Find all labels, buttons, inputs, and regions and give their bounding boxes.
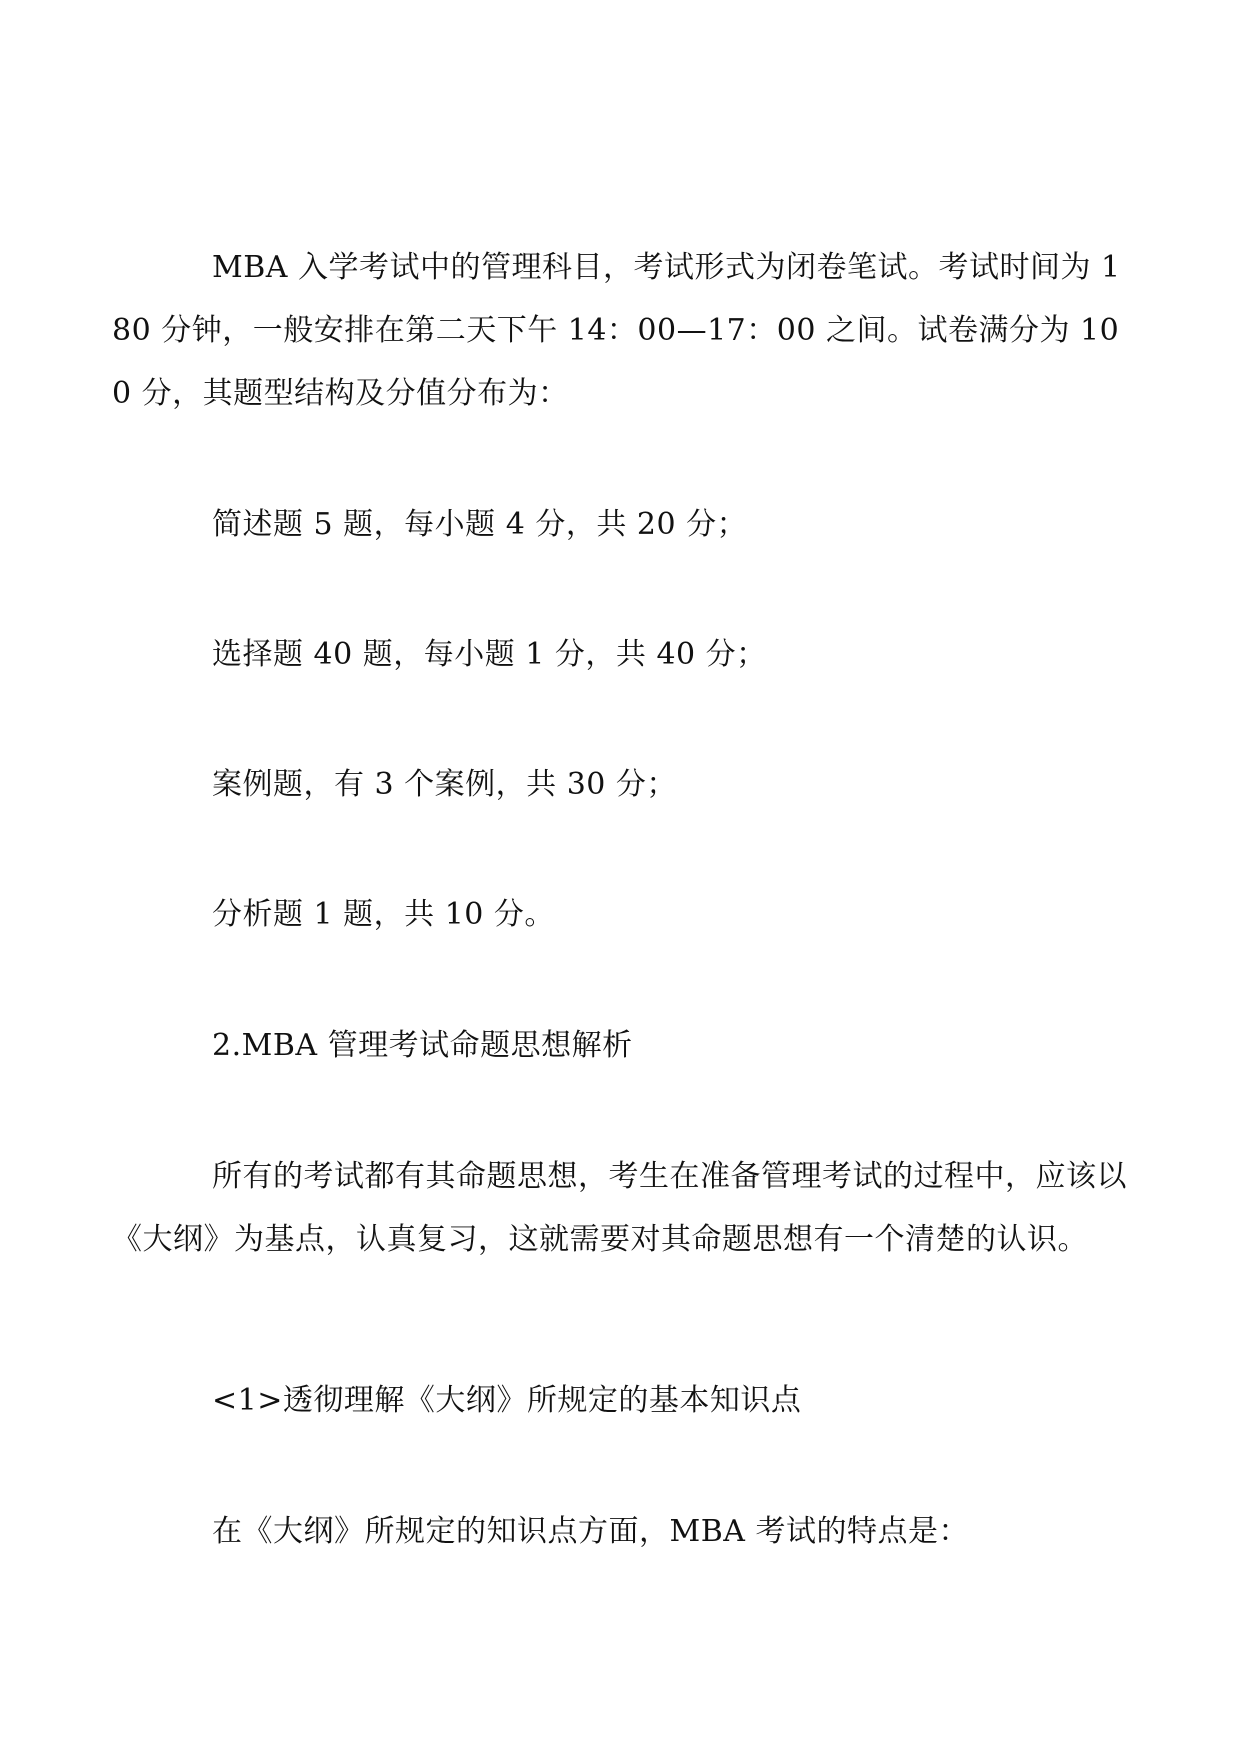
paragraph-exam-format: MBA 入学考试中的管理科目，考试形式为闭卷笔试。考试时间为 180 分钟，一般安排在第二天下午 14：00—17：00 之间。试卷满分为 100 分，其题型结构及分值分布为： [112, 250, 1121, 411]
paragraph-knowledge-points: 在《大纲》所规定的知识点方面，MBA 考试的特点是： [212, 1514, 969, 1549]
paragraph-short-answer: 简述题 5 题，每小题 4 分，共 20 分； [212, 507, 748, 542]
paragraph-case-study: 案例题，有 3 个案例，共 30 分； [212, 767, 677, 802]
section-heading: 2.MBA 管理考试命题思想解析 [212, 1028, 633, 1063]
paragraph-multiple-choice: 选择题 40 题，每小题 1 分，共 40 分； [212, 637, 767, 672]
subsection-heading: <1>透彻理解《大纲》所规定的基本知识点 [212, 1383, 802, 1418]
paragraph-proposition-thought: 所有的考试都有其命题思想，考生在准备管理考试的过程中，应该以《大纲》为基点，认真复习，这就需要对其命题思想有一个清楚的认识。 [112, 1159, 1127, 1257]
paragraph-analysis: 分析题 1 题，共 10 分。 [212, 897, 555, 932]
